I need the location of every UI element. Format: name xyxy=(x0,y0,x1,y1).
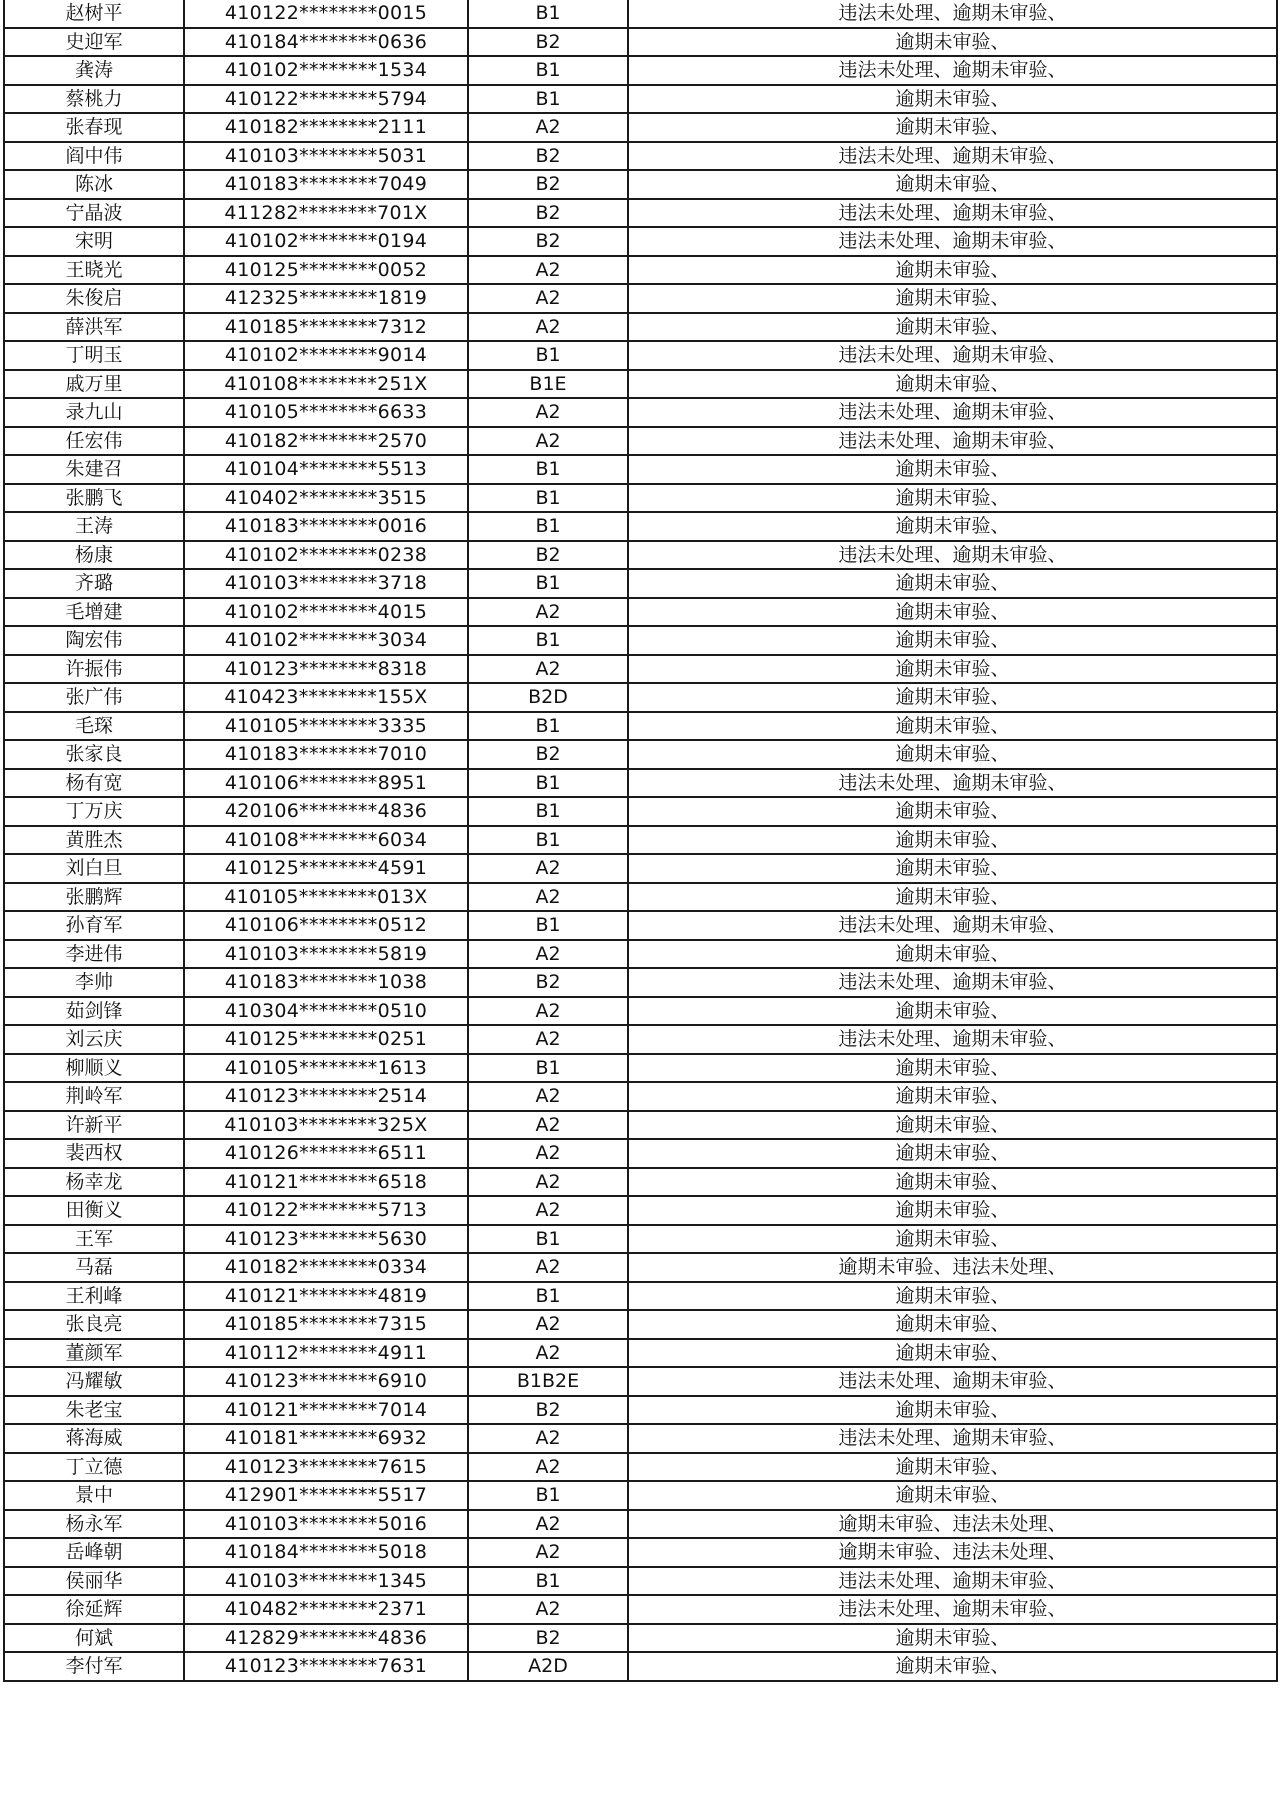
driver-name-cell: 蒋海威 xyxy=(4,1424,184,1453)
license-class-cell: B2 xyxy=(468,199,628,228)
driver-name-cell: 丁立德 xyxy=(4,1453,184,1482)
license-class-cell: A2 xyxy=(468,1510,628,1539)
license-class-cell: A2 xyxy=(468,1196,628,1225)
id-number-cell: 410482********2371 xyxy=(184,1595,468,1624)
driver-name-cell: 王军 xyxy=(4,1225,184,1254)
status-cell: 逾期未审验、 xyxy=(628,284,1277,313)
driver-name-cell: 马磊 xyxy=(4,1253,184,1282)
driver-name-cell: 孙育军 xyxy=(4,911,184,940)
table-row xyxy=(4,1054,1277,1083)
driver-name-cell: 杨永军 xyxy=(4,1510,184,1539)
status-cell: 逾期未审验、 xyxy=(628,655,1277,684)
id-number-cell: 410183********7010 xyxy=(184,740,468,769)
id-number-cell: 410304********0510 xyxy=(184,997,468,1026)
driver-name-cell: 茹剑锋 xyxy=(4,997,184,1026)
table-row xyxy=(4,1567,1277,1596)
license-class-cell: A2 xyxy=(468,284,628,313)
table-row xyxy=(4,284,1277,313)
id-number-cell: 410102********9014 xyxy=(184,341,468,370)
table-row xyxy=(4,28,1277,57)
license-class-cell: A2 xyxy=(468,427,628,456)
id-number-cell: 410106********8951 xyxy=(184,769,468,798)
id-number-cell: 410102********0238 xyxy=(184,541,468,570)
status-cell: 逾期未审验、 xyxy=(628,626,1277,655)
driver-name-cell: 宋明 xyxy=(4,227,184,256)
table-row xyxy=(4,968,1277,997)
driver-name-cell: 侯丽华 xyxy=(4,1567,184,1596)
status-cell: 逾期未审验、 xyxy=(628,1310,1277,1339)
driver-name-cell: 陈冰 xyxy=(4,170,184,199)
status-cell: 逾期未审验、 xyxy=(628,598,1277,627)
id-number-cell: 410123********6910 xyxy=(184,1367,468,1396)
driver-name-cell: 刘云庆 xyxy=(4,1025,184,1054)
license-class-cell: A2 xyxy=(468,256,628,285)
driver-name-cell: 齐璐 xyxy=(4,569,184,598)
driver-name-cell: 王晓光 xyxy=(4,256,184,285)
id-number-cell: 410121********7014 xyxy=(184,1396,468,1425)
status-cell: 逾期未审验、 xyxy=(628,455,1277,484)
driver-name-cell: 丁万庆 xyxy=(4,797,184,826)
id-number-cell: 411282********701X xyxy=(184,199,468,228)
license-class-cell: B1 xyxy=(468,626,628,655)
status-cell: 逾期未审验、 xyxy=(628,1481,1277,1510)
license-class-cell: B1E xyxy=(468,370,628,399)
license-class-cell: B1 xyxy=(468,769,628,798)
id-number-cell: 410103********5016 xyxy=(184,1510,468,1539)
driver-name-cell: 王利峰 xyxy=(4,1282,184,1311)
driver-name-cell: 景中 xyxy=(4,1481,184,1510)
table-row xyxy=(4,1111,1277,1140)
driver-name-cell: 田衡义 xyxy=(4,1196,184,1225)
license-class-cell: A2 xyxy=(468,1424,628,1453)
status-cell: 逾期未审验、 xyxy=(628,1282,1277,1311)
license-class-cell: B1 xyxy=(468,484,628,513)
table-row xyxy=(4,1367,1277,1396)
status-cell: 逾期未审验、违法未处理、 xyxy=(628,1538,1277,1567)
id-number-cell: 410184********0636 xyxy=(184,28,468,57)
license-class-cell: B2 xyxy=(468,170,628,199)
table-row xyxy=(4,1196,1277,1225)
table-row xyxy=(4,541,1277,570)
id-number-cell: 410105********3335 xyxy=(184,712,468,741)
table-row xyxy=(4,398,1277,427)
driver-name-cell: 王涛 xyxy=(4,512,184,541)
table-row xyxy=(4,427,1277,456)
license-class-cell: A2 xyxy=(468,1111,628,1140)
id-number-cell: 410103********5031 xyxy=(184,142,468,171)
license-class-cell: A2 xyxy=(468,1253,628,1282)
status-cell: 违法未处理、逾期未审验、 xyxy=(628,1424,1277,1453)
license-class-cell: A2 xyxy=(468,398,628,427)
table-row xyxy=(4,113,1277,142)
license-class-cell: B1 xyxy=(468,85,628,114)
status-cell: 逾期未审验、 xyxy=(628,1168,1277,1197)
driver-name-cell: 戚万里 xyxy=(4,370,184,399)
status-cell: 逾期未审验、 xyxy=(628,28,1277,57)
table-row xyxy=(4,1253,1277,1282)
table-row xyxy=(4,1282,1277,1311)
id-number-cell: 410125********4591 xyxy=(184,854,468,883)
driver-name-cell: 史迎军 xyxy=(4,28,184,57)
driver-name-cell: 柳顺义 xyxy=(4,1054,184,1083)
license-class-cell: B1 xyxy=(468,1481,628,1510)
id-number-cell: 410105********6633 xyxy=(184,398,468,427)
table-row xyxy=(4,569,1277,598)
driver-name-cell: 录九山 xyxy=(4,398,184,427)
id-number-cell: 410102********0194 xyxy=(184,227,468,256)
driver-name-cell: 何斌 xyxy=(4,1624,184,1653)
driver-name-cell: 朱建召 xyxy=(4,455,184,484)
driver-name-cell: 毛琛 xyxy=(4,712,184,741)
status-cell: 违法未处理、逾期未审验、 xyxy=(628,968,1277,997)
license-class-cell: B1 xyxy=(468,797,628,826)
license-class-cell: B1 xyxy=(468,341,628,370)
driver-name-cell: 毛增建 xyxy=(4,598,184,627)
status-cell: 违法未处理、逾期未审验、 xyxy=(628,911,1277,940)
license-class-cell: B2 xyxy=(468,227,628,256)
driver-name-cell: 朱老宝 xyxy=(4,1396,184,1425)
status-cell: 违法未处理、逾期未审验、 xyxy=(628,341,1277,370)
table-row xyxy=(4,1082,1277,1111)
license-class-cell: A2 xyxy=(468,883,628,912)
id-number-cell: 410122********5794 xyxy=(184,85,468,114)
driver-name-cell: 蔡桃力 xyxy=(4,85,184,114)
id-number-cell: 410108********6034 xyxy=(184,826,468,855)
id-number-cell: 410102********4015 xyxy=(184,598,468,627)
id-number-cell: 410182********2570 xyxy=(184,427,468,456)
status-cell: 逾期未审验、 xyxy=(628,1082,1277,1111)
license-class-cell: B1 xyxy=(468,826,628,855)
id-number-cell: 410123********8318 xyxy=(184,655,468,684)
id-number-cell: 410402********3515 xyxy=(184,484,468,513)
license-class-cell: B2 xyxy=(468,1624,628,1653)
id-number-cell: 410183********7049 xyxy=(184,170,468,199)
id-number-cell: 410125********0052 xyxy=(184,256,468,285)
id-number-cell: 410102********3034 xyxy=(184,626,468,655)
license-class-cell: A2 xyxy=(468,1139,628,1168)
status-cell: 违法未处理、逾期未审验、 xyxy=(628,1567,1277,1596)
license-class-cell: B2 xyxy=(468,142,628,171)
driver-name-cell: 李帅 xyxy=(4,968,184,997)
table-row xyxy=(4,1396,1277,1425)
table-row xyxy=(4,1652,1277,1681)
id-number-cell: 410105********1613 xyxy=(184,1054,468,1083)
status-cell: 逾期未审验、 xyxy=(628,569,1277,598)
id-number-cell: 410125********0251 xyxy=(184,1025,468,1054)
driver-name-cell: 龚涛 xyxy=(4,56,184,85)
driver-name-cell: 张家良 xyxy=(4,740,184,769)
id-number-cell: 410123********2514 xyxy=(184,1082,468,1111)
status-cell: 逾期未审验、 xyxy=(628,740,1277,769)
status-cell: 逾期未审验、 xyxy=(628,1652,1277,1681)
id-number-cell: 410123********5630 xyxy=(184,1225,468,1254)
status-cell: 逾期未审验、 xyxy=(628,1453,1277,1482)
driver-name-cell: 丁明玉 xyxy=(4,341,184,370)
license-class-cell: A2 xyxy=(468,313,628,342)
table-row xyxy=(4,626,1277,655)
license-class-cell: A2 xyxy=(468,655,628,684)
license-class-cell: A2 xyxy=(468,598,628,627)
driver-name-cell: 阎中伟 xyxy=(4,142,184,171)
license-class-cell: B2 xyxy=(468,740,628,769)
driver-record-table xyxy=(3,0,1278,1682)
table-row xyxy=(4,1025,1277,1054)
table-row xyxy=(4,256,1277,285)
driver-name-cell: 李进伟 xyxy=(4,940,184,969)
status-cell: 违法未处理、逾期未审验、 xyxy=(628,769,1277,798)
driver-name-cell: 裴西权 xyxy=(4,1139,184,1168)
status-cell: 违法未处理、逾期未审验、 xyxy=(628,227,1277,256)
license-class-cell: B1 xyxy=(468,1054,628,1083)
table-row xyxy=(4,740,1277,769)
status-cell: 违法未处理、逾期未审验、 xyxy=(628,1595,1277,1624)
table-row xyxy=(4,455,1277,484)
table-row xyxy=(4,0,1277,28)
status-cell: 逾期未审验、 xyxy=(628,883,1277,912)
table-row xyxy=(4,1139,1277,1168)
table-row xyxy=(4,854,1277,883)
status-cell: 逾期未审验、 xyxy=(628,797,1277,826)
driver-name-cell: 薛洪军 xyxy=(4,313,184,342)
table-row xyxy=(4,1168,1277,1197)
driver-name-cell: 李付军 xyxy=(4,1652,184,1681)
license-class-cell: A2 xyxy=(468,1595,628,1624)
license-class-cell: B2D xyxy=(468,683,628,712)
id-number-cell: 410103********325X xyxy=(184,1111,468,1140)
license-class-cell: A2 xyxy=(468,1168,628,1197)
license-class-cell: B2 xyxy=(468,1396,628,1425)
license-class-cell: A2 xyxy=(468,1082,628,1111)
id-number-cell: 410423********155X xyxy=(184,683,468,712)
driver-name-cell: 许振伟 xyxy=(4,655,184,684)
table-row xyxy=(4,911,1277,940)
table-row xyxy=(4,712,1277,741)
status-cell: 逾期未审验、 xyxy=(628,113,1277,142)
id-number-cell: 420106********4836 xyxy=(184,797,468,826)
status-cell: 违法未处理、逾期未审验、 xyxy=(628,541,1277,570)
table-row xyxy=(4,1339,1277,1368)
table-row xyxy=(4,370,1277,399)
license-class-cell: A2 xyxy=(468,1538,628,1567)
table-row xyxy=(4,940,1277,969)
driver-name-cell: 张春现 xyxy=(4,113,184,142)
table-row xyxy=(4,227,1277,256)
table-row xyxy=(4,484,1277,513)
license-class-cell: A2 xyxy=(468,1339,628,1368)
driver-name-cell: 张广伟 xyxy=(4,683,184,712)
driver-name-cell: 张鹏飞 xyxy=(4,484,184,513)
status-cell: 逾期未审验、 xyxy=(628,256,1277,285)
status-cell: 逾期未审验、 xyxy=(628,826,1277,855)
driver-name-cell: 荆岭军 xyxy=(4,1082,184,1111)
id-number-cell: 410103********1345 xyxy=(184,1567,468,1596)
table-row xyxy=(4,1595,1277,1624)
license-class-cell: B1 xyxy=(468,1567,628,1596)
driver-name-cell: 张鹏辉 xyxy=(4,883,184,912)
license-class-cell: B2 xyxy=(468,28,628,57)
driver-record-sheet xyxy=(3,0,1276,1682)
license-class-cell: B1 xyxy=(468,512,628,541)
license-class-cell: B1 xyxy=(468,569,628,598)
license-class-cell: A2 xyxy=(468,1453,628,1482)
driver-name-cell: 刘白旦 xyxy=(4,854,184,883)
id-number-cell: 410126********6511 xyxy=(184,1139,468,1168)
id-number-cell: 410102********1534 xyxy=(184,56,468,85)
driver-name-cell: 岳峰朝 xyxy=(4,1538,184,1567)
status-cell: 逾期未审验、 xyxy=(628,370,1277,399)
license-class-cell: A2 xyxy=(468,113,628,142)
id-number-cell: 410105********013X xyxy=(184,883,468,912)
driver-name-cell: 宁晶波 xyxy=(4,199,184,228)
table-row xyxy=(4,769,1277,798)
status-cell: 逾期未审验、违法未处理、 xyxy=(628,1510,1277,1539)
license-class-cell: B1 xyxy=(468,0,628,28)
status-cell: 违法未处理、逾期未审验、 xyxy=(628,199,1277,228)
license-class-cell: B1 xyxy=(468,1282,628,1311)
status-cell: 违法未处理、逾期未审验、 xyxy=(628,427,1277,456)
license-class-cell: B2 xyxy=(468,968,628,997)
table-row xyxy=(4,56,1277,85)
license-class-cell: A2 xyxy=(468,854,628,883)
table-row xyxy=(4,1424,1277,1453)
id-number-cell: 410121********4819 xyxy=(184,1282,468,1311)
license-class-cell: A2 xyxy=(468,1310,628,1339)
status-cell: 违法未处理、逾期未审验、 xyxy=(628,1025,1277,1054)
license-class-cell: A2 xyxy=(468,1025,628,1054)
id-number-cell: 410181********6932 xyxy=(184,1424,468,1453)
status-cell: 逾期未审验、 xyxy=(628,854,1277,883)
table-row xyxy=(4,655,1277,684)
driver-name-cell: 杨幸龙 xyxy=(4,1168,184,1197)
license-class-cell: B1 xyxy=(468,712,628,741)
status-cell: 逾期未审验、 xyxy=(628,1196,1277,1225)
driver-name-cell: 杨有宽 xyxy=(4,769,184,798)
status-cell: 逾期未审验、 xyxy=(628,85,1277,114)
id-number-cell: 412325********1819 xyxy=(184,284,468,313)
table-row xyxy=(4,1510,1277,1539)
status-cell: 逾期未审验、 xyxy=(628,1396,1277,1425)
id-number-cell: 410123********7615 xyxy=(184,1453,468,1482)
status-cell: 违法未处理、逾期未审验、 xyxy=(628,0,1277,28)
status-cell: 逾期未审验、 xyxy=(628,1624,1277,1653)
license-class-cell: B1 xyxy=(468,455,628,484)
table-row xyxy=(4,1225,1277,1254)
table-row xyxy=(4,313,1277,342)
id-number-cell: 410183********1038 xyxy=(184,968,468,997)
license-class-cell: A2 xyxy=(468,940,628,969)
license-class-cell: B1 xyxy=(468,56,628,85)
driver-name-cell: 许新平 xyxy=(4,1111,184,1140)
status-cell: 逾期未审验、 xyxy=(628,997,1277,1026)
status-cell: 逾期未审验、 xyxy=(628,712,1277,741)
status-cell: 逾期未审验、 xyxy=(628,313,1277,342)
table-row xyxy=(4,199,1277,228)
status-cell: 逾期未审验、 xyxy=(628,1339,1277,1368)
license-class-cell: B1 xyxy=(468,1225,628,1254)
license-class-cell: B1B2E xyxy=(468,1367,628,1396)
status-cell: 逾期未审验、 xyxy=(628,1111,1277,1140)
table-row xyxy=(4,1538,1277,1567)
license-class-cell: B2 xyxy=(468,541,628,570)
id-number-cell: 410108********251X xyxy=(184,370,468,399)
id-number-cell: 410122********0015 xyxy=(184,0,468,28)
table-row xyxy=(4,997,1277,1026)
id-number-cell: 410121********6518 xyxy=(184,1168,468,1197)
driver-name-cell: 杨康 xyxy=(4,541,184,570)
table-row xyxy=(4,598,1277,627)
driver-name-cell: 张良亮 xyxy=(4,1310,184,1339)
driver-name-cell: 朱俊启 xyxy=(4,284,184,313)
driver-name-cell: 冯耀敏 xyxy=(4,1367,184,1396)
status-cell: 逾期未审验、 xyxy=(628,484,1277,513)
table-row xyxy=(4,512,1277,541)
driver-name-cell: 徐延辉 xyxy=(4,1595,184,1624)
table-row xyxy=(4,1481,1277,1510)
table-row xyxy=(4,142,1277,171)
status-cell: 违法未处理、逾期未审验、 xyxy=(628,142,1277,171)
id-number-cell: 410183********0016 xyxy=(184,512,468,541)
id-number-cell: 410103********3718 xyxy=(184,569,468,598)
id-number-cell: 410185********7312 xyxy=(184,313,468,342)
status-cell: 逾期未审验、 xyxy=(628,1139,1277,1168)
id-number-cell: 410103********5819 xyxy=(184,940,468,969)
status-cell: 逾期未审验、违法未处理、 xyxy=(628,1253,1277,1282)
license-class-cell: A2D xyxy=(468,1652,628,1681)
id-number-cell: 410104********5513 xyxy=(184,455,468,484)
status-cell: 逾期未审验、 xyxy=(628,1225,1277,1254)
driver-name-cell: 赵树平 xyxy=(4,0,184,28)
status-cell: 逾期未审验、 xyxy=(628,683,1277,712)
table-row xyxy=(4,85,1277,114)
driver-name-cell: 任宏伟 xyxy=(4,427,184,456)
status-cell: 违法未处理、逾期未审验、 xyxy=(628,398,1277,427)
license-class-cell: B1 xyxy=(468,911,628,940)
table-row xyxy=(4,683,1277,712)
id-number-cell: 412901********5517 xyxy=(184,1481,468,1510)
table-row xyxy=(4,170,1277,199)
table-row xyxy=(4,1624,1277,1653)
id-number-cell: 410184********5018 xyxy=(184,1538,468,1567)
table-row xyxy=(4,883,1277,912)
id-number-cell: 410182********2111 xyxy=(184,113,468,142)
status-cell: 逾期未审验、 xyxy=(628,940,1277,969)
table-row xyxy=(4,1310,1277,1339)
table-row xyxy=(4,341,1277,370)
status-cell: 逾期未审验、 xyxy=(628,1054,1277,1083)
id-number-cell: 410123********7631 xyxy=(184,1652,468,1681)
table-row xyxy=(4,826,1277,855)
status-cell: 逾期未审验、 xyxy=(628,170,1277,199)
table-row xyxy=(4,1453,1277,1482)
driver-name-cell: 董颜军 xyxy=(4,1339,184,1368)
driver-name-cell: 陶宏伟 xyxy=(4,626,184,655)
id-number-cell: 410106********0512 xyxy=(184,911,468,940)
id-number-cell: 410112********4911 xyxy=(184,1339,468,1368)
id-number-cell: 412829********4836 xyxy=(184,1624,468,1653)
status-cell: 违法未处理、逾期未审验、 xyxy=(628,1367,1277,1396)
id-number-cell: 410122********5713 xyxy=(184,1196,468,1225)
license-class-cell: A2 xyxy=(468,997,628,1026)
status-cell: 违法未处理、逾期未审验、 xyxy=(628,56,1277,85)
id-number-cell: 410182********0334 xyxy=(184,1253,468,1282)
id-number-cell: 410185********7315 xyxy=(184,1310,468,1339)
driver-name-cell: 黄胜杰 xyxy=(4,826,184,855)
status-cell: 逾期未审验、 xyxy=(628,512,1277,541)
table-row xyxy=(4,797,1277,826)
table-body xyxy=(4,0,1277,1681)
